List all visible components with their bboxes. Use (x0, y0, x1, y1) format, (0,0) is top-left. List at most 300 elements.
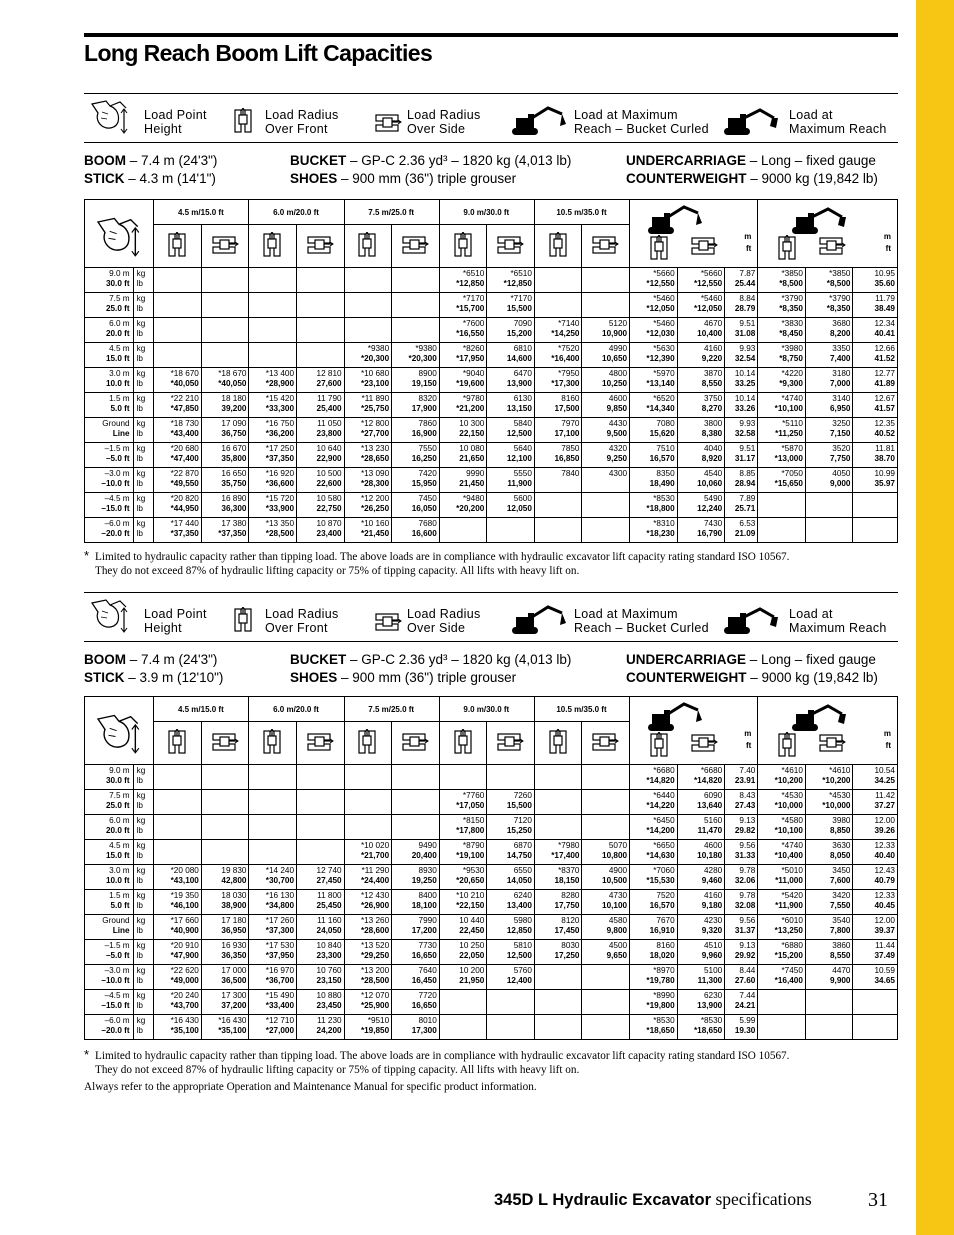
unit-cell: kg lb (133, 840, 154, 865)
capacity-cell: 9.51 31.17 (725, 443, 758, 468)
capacity-cell: 4800 10,250 (582, 368, 630, 393)
capacity-cell: *13 230 *28,650 (344, 443, 392, 468)
front-icon-cell (249, 225, 297, 268)
load-radius-side-icon (496, 234, 524, 256)
footnote-1: * Limited to hydraulic capacity rather than tipping load. The above loads are in compliance with hydraulic excavator lift capacity rating standard ISO 10567. They do not exceed 87% of hydraulic lifting capacity or 75% of tipping capacity. All lifts with heavy lift on. (84, 548, 790, 577)
capacity-cell: 7420 15,950 (392, 468, 440, 493)
capacity-cell: 10 870 23,400 (297, 518, 345, 543)
capacity-cell (582, 268, 630, 293)
capacity-row (85, 915, 898, 940)
capacity-cell: 4600 9,850 (582, 393, 630, 418)
capacity-cell: *9380 *20,300 (392, 343, 440, 368)
unit-cell: kg lb (133, 990, 154, 1015)
capacity-cell: 10 440 22,450 (439, 915, 487, 940)
capacity-cell: 5.99 19.30 (725, 1015, 758, 1040)
load-radius-front-icon (232, 108, 254, 134)
load-radius-front-icon (452, 232, 474, 258)
capacity-cell (582, 990, 630, 1015)
front-icon-cell (439, 225, 487, 268)
unit-ft: ft (746, 243, 752, 253)
capacity-cell (154, 815, 202, 840)
unit-cell: kg lb (133, 518, 154, 543)
unit-cell: kg lb (133, 468, 154, 493)
capacity-cell (534, 815, 582, 840)
capacity-cell: *6520 *14,340 (630, 393, 678, 418)
capacity-cell: 9.13 29.92 (725, 940, 758, 965)
capacity-cell (853, 518, 898, 543)
capacity-cell: *20 240 *43,700 (154, 990, 202, 1015)
capacity-cell (392, 765, 440, 790)
capacity-cell: 11 160 24,050 (297, 915, 345, 940)
capacity-cell: 4230 9,320 (677, 915, 725, 940)
capacity-cell: *13 260 *28,600 (344, 915, 392, 940)
capacity-cell: 7840 (534, 468, 582, 493)
capacity-cell (201, 318, 249, 343)
capacity-cell (534, 765, 582, 790)
capacity-cell: 9.93 32.58 (725, 418, 758, 443)
capacity-cell (534, 493, 582, 518)
capacity-cell: *18 670 *40,050 (154, 368, 202, 393)
load-radius-side-icon (591, 234, 619, 256)
footnote-2: * Limited to hydraulic capacity rather than tipping load. The above loads are in compliance with hydraulic excavator lift capacity rating standard ISO 10567. They do not exceed 87% of hydraulic lifting capacity or 75% of tipping capacity. All lifts with heavy lift on. (84, 1047, 790, 1076)
capacity-cell (344, 765, 392, 790)
capacity-cell: 10.14 33.26 (725, 393, 758, 418)
capacity-cell (439, 518, 487, 543)
capacity-cell: 11 050 23,800 (297, 418, 345, 443)
capacity-cell: *7450 *16,400 (758, 965, 806, 990)
capacity-row (85, 1015, 898, 1040)
capacity-cell (154, 840, 202, 865)
capacity-cell: *6010 *13,250 (758, 915, 806, 940)
capacity-cell: 12.35 40.52 (853, 418, 898, 443)
radius-header: 6.0 m/20.0 ft (249, 200, 344, 225)
capacity-cell: 12.34 40.41 (853, 318, 898, 343)
capacity-cell: *17 440 *37,350 (154, 518, 202, 543)
capacity-cell: *7760 *17,050 (439, 790, 487, 815)
load-radius-front-icon (776, 235, 798, 261)
capacity-cell (201, 343, 249, 368)
capacity-cell (582, 293, 630, 318)
capacity-cell (439, 765, 487, 790)
load-radius-front-icon (232, 607, 254, 633)
capacity-cell: 7550 16,250 (392, 443, 440, 468)
capacity-cell (582, 965, 630, 990)
capacity-cell: *10 020 *21,700 (344, 840, 392, 865)
capacity-row (85, 318, 898, 343)
capacity-cell: *12 070 *25,900 (344, 990, 392, 1015)
capacity-cell: *6680 *14,820 (630, 765, 678, 790)
capacity-cell: 8160 17,500 (534, 393, 582, 418)
side-icon-cell (297, 722, 345, 765)
capacity-cell (534, 293, 582, 318)
capacity-cell: 4280 9,460 (677, 865, 725, 890)
capacity-cell (297, 840, 345, 865)
capacity-cell: *5460 *12,050 (677, 293, 725, 318)
capacity-cell: 8030 17,250 (534, 940, 582, 965)
load-point-height-icon (91, 214, 147, 258)
capacity-cell (758, 1015, 806, 1040)
capacity-cell (392, 268, 440, 293)
capacity-cell (154, 293, 202, 318)
front-icon-cell (534, 722, 582, 765)
capacity-row (85, 865, 898, 890)
load-height-cell: –3.0 m –10.0 ft (85, 965, 134, 990)
load-radius-front-icon (648, 235, 670, 261)
unit-cell: kg lb (133, 393, 154, 418)
capacity-cell: 4730 10,100 (582, 890, 630, 915)
capacity-cell: *6680 *14,820 (677, 765, 725, 790)
capacity-cell (297, 790, 345, 815)
capacity-cell: 4540 10,060 (677, 468, 725, 493)
capacity-cell: *3790 *8,350 (758, 293, 806, 318)
capacity-cell: 10.54 34.25 (853, 765, 898, 790)
capacity-cell: 6810 14,600 (487, 343, 535, 368)
load-height-cell: Ground Line (85, 915, 134, 940)
capacity-cell: *17 660 *40,900 (154, 915, 202, 940)
capacity-cell: 10.99 35.97 (853, 468, 898, 493)
excavator-max-load-icon (720, 104, 780, 138)
capacity-cell (487, 1015, 535, 1040)
capacity-cell: 5100 11,300 (677, 965, 725, 990)
capacity-cell: 4470 9,900 (805, 965, 853, 990)
capacity-cell: *20 910 *47,900 (154, 940, 202, 965)
max-load-header (758, 200, 898, 268)
load-radius-side-icon (374, 112, 402, 134)
capacity-cell: *6880 *15,200 (758, 940, 806, 965)
capacity-cell (249, 815, 297, 840)
capacity-cell: *15 720 *33,900 (249, 493, 297, 518)
radius-header: 10.5 m/35.0 ft (534, 200, 629, 225)
capacity-cell: *12 200 *26,250 (344, 493, 392, 518)
radius-header: 4.5 m/15.0 ft (154, 200, 249, 225)
capacity-cell: *5660 *12,550 (630, 268, 678, 293)
capacity-row (85, 765, 898, 790)
capacity-cell: 9.13 29.82 (725, 815, 758, 840)
capacity-cell (392, 318, 440, 343)
capacity-cell: *16 130 *34,800 (249, 890, 297, 915)
capacity-cell: *6450 *14,200 (630, 815, 678, 840)
capacity-cell: 17 000 36,500 (201, 965, 249, 990)
legend-radius-front: Load Radius Over Front (265, 607, 339, 635)
load-radius-front-icon (547, 232, 569, 258)
capacity-cell: 7.89 25.71 (725, 493, 758, 518)
load-height-cell: 3.0 m 10.0 ft (85, 865, 134, 890)
capacity-cell: 3680 8,200 (805, 318, 853, 343)
capacity-cell (249, 318, 297, 343)
load-height-cell: 6.0 m 20.0 ft (85, 815, 134, 840)
capacity-cell: *20 680 *47,400 (154, 443, 202, 468)
capacity-cell: *5460 *12,030 (630, 318, 678, 343)
capacity-cell (582, 815, 630, 840)
capacity-cell: *6510 *12,850 (487, 268, 535, 293)
capacity-cell: 4990 10,650 (582, 343, 630, 368)
capacity-cell: 4900 10,500 (582, 865, 630, 890)
capacity-cell: 3520 7,750 (805, 443, 853, 468)
excavator-max-reach-icon (508, 104, 568, 138)
capacity-cell: *9380 *20,300 (344, 343, 392, 368)
capacity-cell (853, 990, 898, 1015)
page-title: Long Reach Boom Lift Capacities (84, 40, 433, 66)
capacity-cell: 4160 9,220 (677, 343, 725, 368)
load-radius-side-icon (401, 234, 429, 256)
capacity-cell: 5760 12,400 (487, 965, 535, 990)
capacity-cell: *13 090 *28,300 (344, 468, 392, 493)
unit-m: m (883, 231, 891, 241)
capacity-cell: *17 260 *37,300 (249, 915, 297, 940)
excavator-max-reach-icon (644, 700, 704, 734)
unit-cell: kg lb (133, 940, 154, 965)
capacity-cell: 9.93 32.54 (725, 343, 758, 368)
capacity-row (85, 293, 898, 318)
capacity-cell: 4040 8,920 (677, 443, 725, 468)
capacity-cell: *3790 *8,350 (805, 293, 853, 318)
legend-radius-side: Load Radius Over Side (407, 108, 481, 136)
unit-cell: kg lb (133, 890, 154, 915)
capacity-cell (439, 990, 487, 1015)
capacity-cell (249, 790, 297, 815)
capacity-cell (344, 293, 392, 318)
capacity-cell: *7980 *17,400 (534, 840, 582, 865)
capacity-cell (582, 518, 630, 543)
capacity-cell (534, 518, 582, 543)
load-height-cell: 3.0 m 10.0 ft (85, 368, 134, 393)
capacity-cell: 12.33 40.45 (853, 890, 898, 915)
radius-header: 7.5 m/25.0 ft (344, 697, 439, 722)
capacity-cell: *22 620 *49,000 (154, 965, 202, 990)
capacity-cell: 5490 12,240 (677, 493, 725, 518)
capacity-cell (297, 815, 345, 840)
capacity-cell (201, 840, 249, 865)
front-icon-cell (344, 722, 392, 765)
side-icon-cell (487, 225, 535, 268)
capacity-cell: *4220 *9,300 (758, 368, 806, 393)
capacity-cell: *7050 *15,650 (758, 468, 806, 493)
capacity-cell: *4740 *10,400 (758, 840, 806, 865)
load-radius-front-icon (166, 729, 188, 755)
capacity-cell: 7080 15,620 (630, 418, 678, 443)
manual-note: Always refer to the appropriate Operation and Maintenance Manual for specific product information. (84, 1081, 537, 1093)
unit-cell: kg lb (133, 318, 154, 343)
capacity-cell: 12.77 41.89 (853, 368, 898, 393)
capacity-cell: 9.56 31.37 (725, 915, 758, 940)
capacity-cell: *4580 *10,100 (758, 815, 806, 840)
capacity-cell: 12.00 39.26 (853, 815, 898, 840)
capacity-cell: *15 490 *33,400 (249, 990, 297, 1015)
unit-cell: kg lb (133, 493, 154, 518)
load-radius-side-icon (496, 731, 524, 753)
capacity-cell: *12 710 *27,000 (249, 1015, 297, 1040)
unit-ft: ft (885, 243, 891, 253)
capacity-cell: 3630 8,050 (805, 840, 853, 865)
capacity-cell: 4300 (582, 468, 630, 493)
load-height-cell: 7.5 m 25.0 ft (85, 790, 134, 815)
capacity-cell: *8530 *18,650 (630, 1015, 678, 1040)
load-radius-side-icon (690, 235, 718, 257)
capacity-row (85, 815, 898, 840)
capacity-cell: 5840 12,500 (487, 418, 535, 443)
capacity-cell: 10.59 34.65 (853, 965, 898, 990)
capacity-cell (201, 815, 249, 840)
capacity-cell: *22 870 *49,550 (154, 468, 202, 493)
capacity-cell: *16 430 *35,100 (201, 1015, 249, 1040)
capacity-cell: 11.79 38.49 (853, 293, 898, 318)
capacity-cell: 10 640 22,900 (297, 443, 345, 468)
load-height-cell: 1.5 m 5.0 ft (85, 393, 134, 418)
capacity-cell: 12.67 41.57 (853, 393, 898, 418)
capacity-cell: *12 800 *27,700 (344, 418, 392, 443)
capacity-cell: *8990 *19,800 (630, 990, 678, 1015)
capacity-cell: *5460 *12,050 (630, 293, 678, 318)
capacity-cell: 7970 17,100 (534, 418, 582, 443)
capacity-cell: 5640 12,100 (487, 443, 535, 468)
unit-ft: ft (885, 740, 891, 750)
capacity-cell (201, 268, 249, 293)
capacity-cell: *8970 *19,780 (630, 965, 678, 990)
capacity-cell: 7090 15,200 (487, 318, 535, 343)
capacity-cell: *7170 *15,700 (439, 293, 487, 318)
capacity-cell: *4610 *10,200 (805, 765, 853, 790)
load-height-cell: 4.5 m 15.0 ft (85, 343, 134, 368)
capacity-cell: *9040 *19,600 (439, 368, 487, 393)
capacity-cell: *7600 *16,550 (439, 318, 487, 343)
lift-capacity-table-1 (84, 199, 898, 543)
capacity-cell: *9480 *20,200 (439, 493, 487, 518)
capacity-cell: 3420 7,550 (805, 890, 853, 915)
capacity-cell (201, 293, 249, 318)
unit-cell: kg lb (133, 815, 154, 840)
capacity-cell: *9780 *21,200 (439, 393, 487, 418)
capacity-cell (582, 790, 630, 815)
capacity-cell: 12 810 27,600 (297, 368, 345, 393)
capacity-cell: 4500 9,650 (582, 940, 630, 965)
capacity-cell: *8530 *18,650 (677, 1015, 725, 1040)
capacity-cell: 3180 7,000 (805, 368, 853, 393)
capacity-cell: *16 970 *36,700 (249, 965, 297, 990)
capacity-cell: 8120 17,450 (534, 915, 582, 940)
capacity-cell: 5980 12,850 (487, 915, 535, 940)
load-radius-side-icon (306, 731, 334, 753)
load-radius-front-icon (261, 232, 283, 258)
radius-header: 9.0 m/30.0 ft (439, 200, 534, 225)
radius-header: 9.0 m/30.0 ft (439, 697, 534, 722)
capacity-cell: 8.43 27.43 (725, 790, 758, 815)
capacity-cell: 17 300 37,200 (201, 990, 249, 1015)
capacity-row (85, 468, 898, 493)
capacity-cell: 7.44 24.21 (725, 990, 758, 1015)
capacity-cell: 18 180 39,200 (201, 393, 249, 418)
capacity-cell: 6870 14,750 (487, 840, 535, 865)
capacity-row (85, 368, 898, 393)
unit-cell: kg lb (133, 443, 154, 468)
legend-max-reach: Load at Maximum Reach – Bucket Curled (574, 108, 709, 136)
capacity-cell: 12.43 40.79 (853, 865, 898, 890)
capacity-cell (758, 518, 806, 543)
capacity-cell (582, 1015, 630, 1040)
capacity-cell: 6130 13,150 (487, 393, 535, 418)
capacity-cell: 7860 16,900 (392, 418, 440, 443)
capacity-cell: *13 200 *28,500 (344, 965, 392, 990)
capacity-cell: *6510 *12,850 (439, 268, 487, 293)
load-height-cell: 4.5 m 15.0 ft (85, 840, 134, 865)
capacity-cell: 9.56 31.33 (725, 840, 758, 865)
capacity-cell: *8310 *18,230 (630, 518, 678, 543)
capacity-cell (249, 268, 297, 293)
capacity-cell: 7730 16,650 (392, 940, 440, 965)
unit-cell: kg lb (133, 790, 154, 815)
capacity-cell: *3830 *8,450 (758, 318, 806, 343)
capacity-cell: 10 250 22,050 (439, 940, 487, 965)
capacity-cell (805, 518, 853, 543)
capacity-cell (805, 990, 853, 1015)
capacity-cell (582, 493, 630, 518)
capacity-row (85, 790, 898, 815)
capacity-cell: 17 380 *37,350 (201, 518, 249, 543)
capacity-row (85, 518, 898, 543)
capacity-cell: 11 800 25,450 (297, 890, 345, 915)
capacity-cell: 6090 13,640 (677, 790, 725, 815)
capacity-cell (154, 765, 202, 790)
capacity-cell: 8010 17,300 (392, 1015, 440, 1040)
excavator-max-load-icon (720, 603, 780, 637)
lift-capacity-table-2 (84, 696, 898, 1040)
capacity-cell: 9.78 32.08 (725, 890, 758, 915)
capacity-cell: *10 210 *22,150 (439, 890, 487, 915)
capacity-cell: 19 830 42,800 (201, 865, 249, 890)
excavator-max-load-icon (788, 203, 848, 237)
capacity-cell: *16 920 *36,600 (249, 468, 297, 493)
capacity-row (85, 493, 898, 518)
capacity-cell: *10 680 *23,100 (344, 368, 392, 393)
capacity-cell (392, 293, 440, 318)
capacity-cell: 4600 10,180 (677, 840, 725, 865)
capacity-cell (154, 790, 202, 815)
capacity-cell: *5010 *11,000 (758, 865, 806, 890)
capacity-cell: 10 200 21,950 (439, 965, 487, 990)
footer-title: 345D L Hydraulic Excavator specifications (494, 1189, 812, 1209)
capacity-cell: 8350 18,490 (630, 468, 678, 493)
capacity-cell: 10 760 23,150 (297, 965, 345, 990)
radius-header: 4.5 m/15.0 ft (154, 697, 249, 722)
capacity-cell: 10 080 21,650 (439, 443, 487, 468)
capacity-cell: 3860 8,550 (805, 940, 853, 965)
load-radius-side-icon (374, 611, 402, 633)
capacity-cell: *5970 *13,140 (630, 368, 678, 393)
side-icon-cell (201, 225, 249, 268)
side-icon-cell (392, 225, 440, 268)
legend-load-point-height: Load Point Height (144, 108, 207, 136)
capacity-cell: *7520 *16,400 (534, 343, 582, 368)
capacity-cell: 8320 17,900 (392, 393, 440, 418)
load-height-cell: 9.0 m 30.0 ft (85, 765, 134, 790)
capacity-cell: 10 840 23,300 (297, 940, 345, 965)
capacity-cell: *9530 *20,650 (439, 865, 487, 890)
excavator-max-load-icon (788, 700, 848, 734)
side-icon-cell (392, 722, 440, 765)
legend-load-point-height: Load Point Height (144, 607, 207, 635)
capacity-cell: *9510 *19,850 (344, 1015, 392, 1040)
capacity-cell: 3870 8,550 (677, 368, 725, 393)
capacity-cell: 7670 16,910 (630, 915, 678, 940)
capacity-cell (154, 318, 202, 343)
load-radius-side-icon (818, 732, 846, 754)
capacity-cell: *8370 18,150 (534, 865, 582, 890)
capacity-cell: *3980 *8,750 (758, 343, 806, 368)
load-radius-side-icon (306, 234, 334, 256)
capacity-cell (534, 965, 582, 990)
capacity-cell (439, 1015, 487, 1040)
front-icon-cell (534, 225, 582, 268)
load-radius-front-icon (166, 232, 188, 258)
